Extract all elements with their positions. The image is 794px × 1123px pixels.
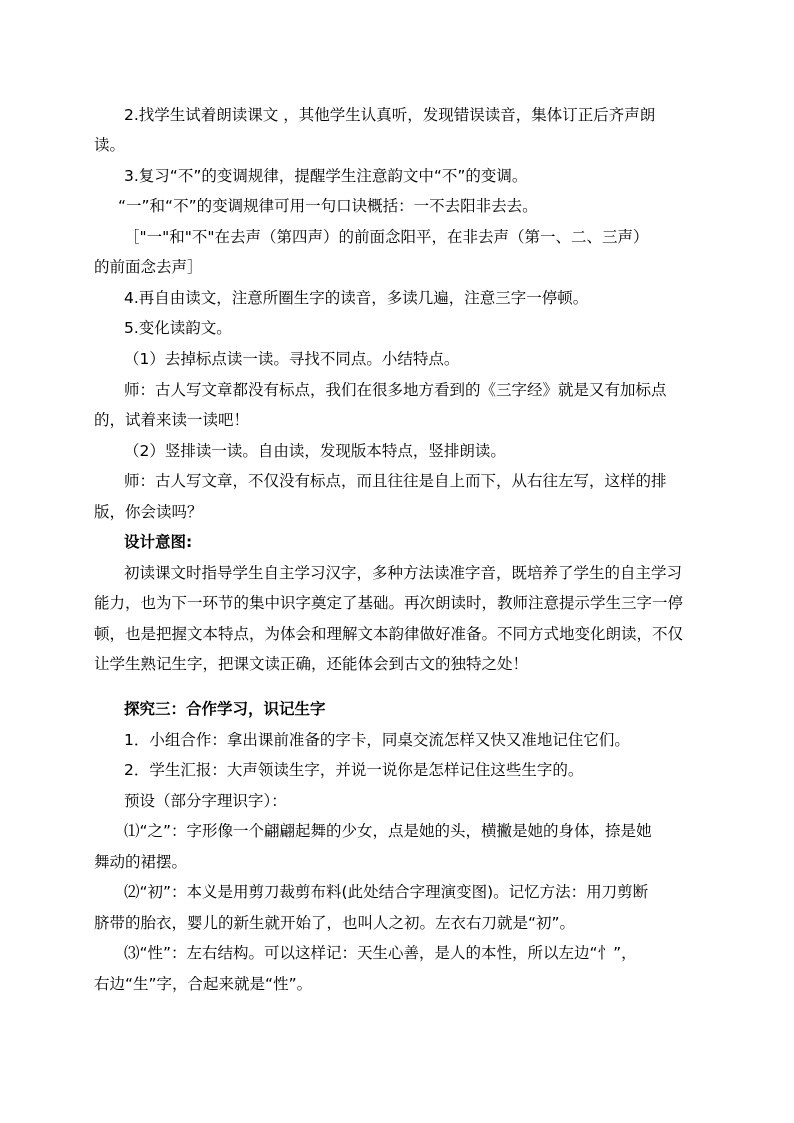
text-line: 1．小组合作：拿出课前准备的字卡，同桌交流怎样又快又准地记住它们。: [124, 731, 630, 749]
text-line: 2．学生汇报：大声领读生字，并说一说你是怎样记住这些生字的。: [124, 761, 584, 779]
text-line: （2）竖排读一读。自由读，发现版本特点，竖排朗读。: [124, 442, 506, 460]
text-line: 2.找学生试着朗读课文 ，其他学生认真听，发现错误读音，集体订正后齐声朗: [124, 106, 656, 124]
text-line: ［"一"和"不"在去声（第四声）的前面念阳平，在非去声（第一、二、三声）: [124, 228, 649, 246]
text-line: 右边“生”字，合起来就是“性”。: [94, 975, 313, 993]
text-line: 让学生熟记生字，把课文读正确，还能体会到古文的独特之处！: [94, 655, 529, 673]
text-line: ⑴“之”：字形像一个翩翩起舞的少女，点是她的头，横撇是她的身体，捺是她: [124, 822, 652, 840]
section-heading: 探究三：合作学习，识记生字: [124, 700, 326, 718]
text-line: 4.再自由读文，注意所圈生字的读音，多读几遍，注意三字一停顿。: [124, 289, 589, 307]
text-line: ⑵“初”：本义是用剪刀裁剪布料(此处结合字理演变图)。记忆方法：用刀剪断: [124, 883, 649, 901]
text-line: 能力，也为下一环节的集中识字奠定了基础。再次朗读时，教师注意提示学生三字一停: [94, 594, 684, 612]
text-line: 舞动的裙摆。: [94, 853, 188, 871]
text-line: ⑶“性”：左右结构。可以这样记：天生心善，是人的本性，所以左边“忄”，: [124, 944, 637, 962]
text-line: 的前面念去声］: [94, 258, 203, 276]
text-line: 脐带的胎衣，婴儿的新生就开始了，也叫人之初。左衣右刀就是“初”。: [94, 914, 576, 932]
section-heading: 设计意图:: [124, 533, 193, 551]
text-line: 的，试着来读一读吧！: [94, 411, 250, 429]
text-line: 师：古人写文章，不仅没有标点，而且往往是自上而下，从右往左写，这样的排: [124, 472, 667, 490]
text-line: 5.变化读韵文。: [124, 319, 232, 337]
text-line: “一”和“不”的变调规律可用一句口诀概括：一不去阳非去去。: [118, 197, 538, 215]
text-line: （1）去掉标点读一读。寻找不同点。小结特点。: [124, 350, 460, 368]
text-line: 版，你会读吗？: [94, 503, 203, 521]
text-line: 预设（部分字理识字）：: [124, 792, 287, 810]
text-line: 读。: [94, 136, 126, 154]
text-line: 顿，也是把握文本特点，为体会和理解文本韵律做好准备。不同方式地变化朗读，不仅: [94, 625, 684, 643]
text-line: 初读课文时指导学生自主学习汉字，多种方法读准字音，既培养了学生的自主学习: [124, 564, 683, 582]
text-line: 3.复习“不”的变调规律，提醒学生注意韵文中“不”的变调。: [124, 167, 528, 185]
text-line: 师：古人写文章都没有标点，我们在很多地方看到的《三字经》就是又有加标点: [124, 381, 667, 399]
